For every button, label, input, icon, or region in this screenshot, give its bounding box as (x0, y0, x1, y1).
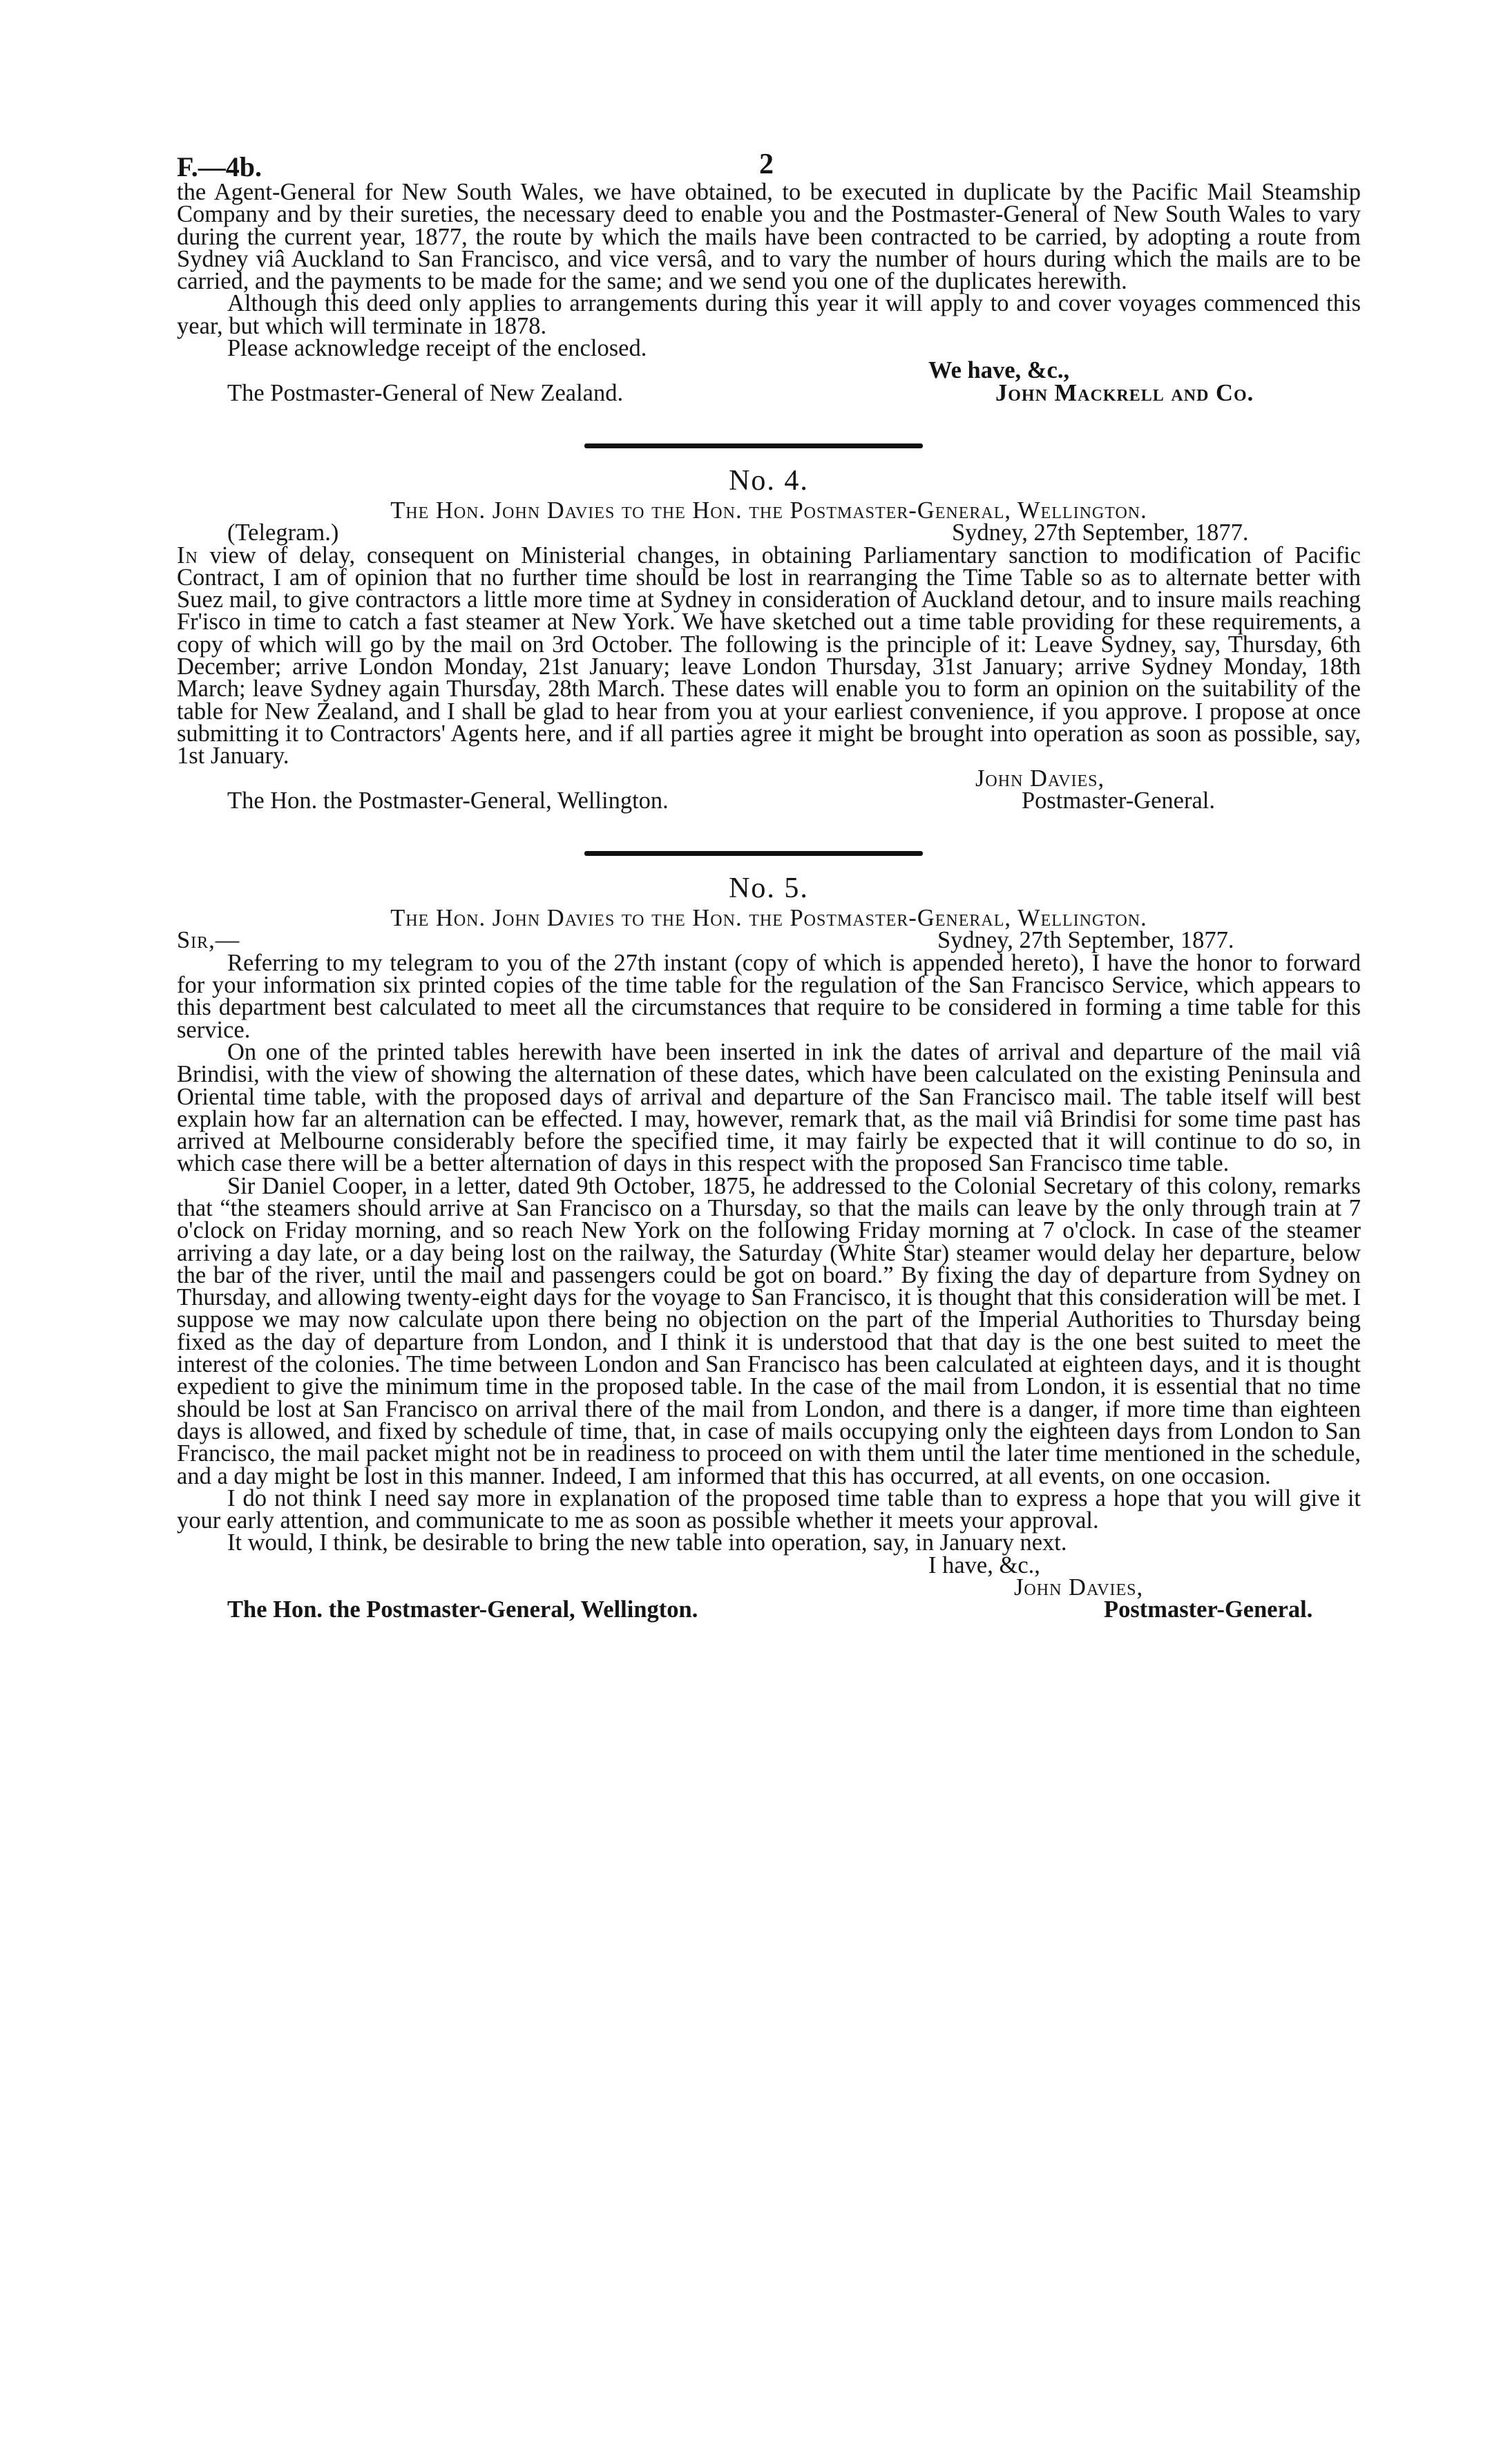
no5-closing: I have, &c., (928, 1551, 1040, 1578)
intro-paragraph-1: the Agent-General for New South Wales, we have obtained, to be executed in duplicate by the Pacific Mail Steamship Company and by their sureties, the necessary deed to enable you and the Postmaster-General of New South Wales to vary during the current year, 1877, the route by which the mails have been contracted to be carried, by adopting a route from Sydney viâ Auckland to San Francisco, and vice versâ, and to vary the number of hours during which the mails are to be carried, and the payments to be made for the same; and we send you one of the duplicates herewith. (177, 179, 1361, 295)
no5-paragraph-1: Referring to my telegram to you of the 27th instant (copy of which is appended hereto), I have the honor to forward for your information six printed copies of the time table for the regulation of the San Francisco Service, which appears to this department best calculated to meet all the circumstances that require to be considered in forming a time table for this service. (177, 949, 1361, 1043)
page-number: 2 (759, 149, 774, 180)
no4-date: Sydney, 27th September, 1877. (952, 519, 1249, 546)
intro-paragraph-3: Please acknowledge receipt of the enclosed. (227, 335, 647, 362)
no4-body-text: view of delay, consequent on Ministerial changes, in obtaining Parliamentary sanction to modification of Pacific Contract, I am of opinion that no further time should be lost in rearranging the Time Table so as to alternate better with Suez mail, to give contractors a little more time at Sydney in consideration of Auckland detour, and to insure mails reaching Fr'isco in time to catch a fast steamer at New York. We have sketched out a time table providing for these requirements, a copy of which will go by the mail on 3rd October. The following is the principle of it: Leave Sydney, say, Thursday, 6th December; arrive London Monday, 21st January; leave London Thursday, 31st January; arrive Sydney Monday, 18th March; leave Sydney again Thursday, 28th March. These dates will enable you to form an opinion on the suitability of the table for New Zealand, and I shall be glad to hear from you at your earliest convenience, if you approve. I propose at once submitting it to Contractors' Agents here, and if all parties agree it might be brought into operation as soon as possible, say, 1st January. (177, 542, 1361, 770)
no5-meta-row (177, 927, 1361, 954)
intro-closing: We have, &c., (928, 357, 1070, 384)
document-page (177, 131, 1361, 1621)
no5-paragraph-3: Sir Daniel Cooper, in a letter, dated 9th October, 1875, he addressed to the Colonial Secretary of this colony, remarks that “the steamers should arrive at San Francisco on a Thursday, so that the mails can leave by the only through train at 7 o'clock on Friday morning, and so reach New York on the following Friday morning at 7 o'clock. In case of the steamer arriving a day late, or a day being lost on the railway, the Saturday (White Star) steamer would delay her departure, below the bar of the river, until the mail and passengers could be got on board.” By fixing the day of departure from Sydney on Thursday, and allowing twenty-eight days for the voyage to San Francisco, it is thought that this consideration will be met. I suppose we may now calculate upon there being no objection on the part of the Imperial Authorities to Thursday being fixed as the day of departure from London, and I think it is understood that that day is the one best suited to meet the interest of the colonies. The time between London and San Francisco has been calculated at eighteen days, and it is thought expedient to give the minimum time in the proposed table. In the case of the mail from London, it is essential that no time should be lost at San Francisco on arrival there of the mail from London, and there is a danger, if more time than eighteen days is allowed, and fixed by schedule of time, that, in case of mails occupying only the eighteen days from London to San Francisco, the mail packet might not be in readiness to proceed on with them until the later time mentioned in the schedule, and a day might be lost in this manner. Indeed, I am informed that this has occurred, at all events, on one occasion. (177, 1172, 1361, 1489)
no5-addressee-row (177, 1598, 1361, 1621)
no4-signature-name: John Davies, (975, 765, 1105, 792)
no4-title: No. 4. (729, 464, 809, 497)
no5-heading: The Hon. John Davies to the Hon. the Postmaster-General, Wellington. (390, 905, 1147, 932)
no5-signature-name: John Davies, (1014, 1574, 1144, 1601)
no4-opening-word: In (177, 542, 198, 569)
intro-paragraph-2: Although this deed only applies to arrangements during this year it will apply to and cover voyages commenced this year, but which will terminate in 1878. (177, 290, 1361, 339)
intro-signature-row (177, 379, 1361, 406)
section-divider (584, 851, 923, 856)
intro-addressee: The Postmaster-General of New Zealand. (227, 379, 624, 406)
no5-title: No. 5. (729, 872, 809, 905)
document-reference: F.—4b. (177, 151, 262, 182)
intro-signature: John Mackrell and Co. (995, 379, 1254, 406)
no4-telegram-note: (Telegram.) (227, 519, 339, 546)
no4-meta-row (177, 519, 1361, 546)
no4-body (177, 542, 1361, 770)
no4-signature-title: Postmaster-General. (1022, 787, 1216, 814)
no5-addressee: The Hon. the Postmaster-General, Wellington. (227, 1596, 698, 1623)
no5-closing-row (177, 1551, 1361, 1578)
no4-addressee-row (177, 787, 1361, 814)
no5-paragraph-5: It would, I think, be desirable to bring the new table into operation, say, in January next. (227, 1529, 1067, 1556)
no5-paragraph-4: I do not think I need say more in explanation of the proposed time table than to express a hope that you will give it your early attention, and communicate to me as soon as possible whether it meets your approval. (177, 1484, 1361, 1534)
intro-closing-row (177, 357, 1361, 384)
no4-heading: The Hon. John Davies to the Hon. the Postmaster-General, Wellington. (390, 497, 1147, 524)
no5-signature-title: Postmaster-General. (1104, 1596, 1313, 1623)
page-header (177, 131, 1361, 181)
no5-paragraph-2: On one of the printed tables herewith have been inserted in ink the dates of arrival and departure of the mail viâ Brindisi, with the view of showing the alternation of these dates, which have been calculated on the existing Peninsula and Oriental time table, with the proposed days of arrival and departure of the San Francisco mail. The table itself will best explain how far an alternation can be effected. I may, however, remark that, as the mail viâ Brindisi for some time past has arrived at Melbourne considerably before the specified time, it may fairly be expected that it will continue to do so, in which case there will be a better alternation of days in this respect with the proposed San Francisco time table. (177, 1038, 1361, 1177)
no5-date: Sydney, 27th September, 1877. (937, 927, 1234, 954)
no5-signature-row (177, 1574, 1361, 1601)
no4-signature-row (177, 767, 1361, 790)
no4-addressee: The Hon. the Postmaster-General, Wellington. (227, 787, 669, 814)
section-divider (584, 443, 923, 448)
no5-salutation: Sir,— (177, 927, 240, 954)
